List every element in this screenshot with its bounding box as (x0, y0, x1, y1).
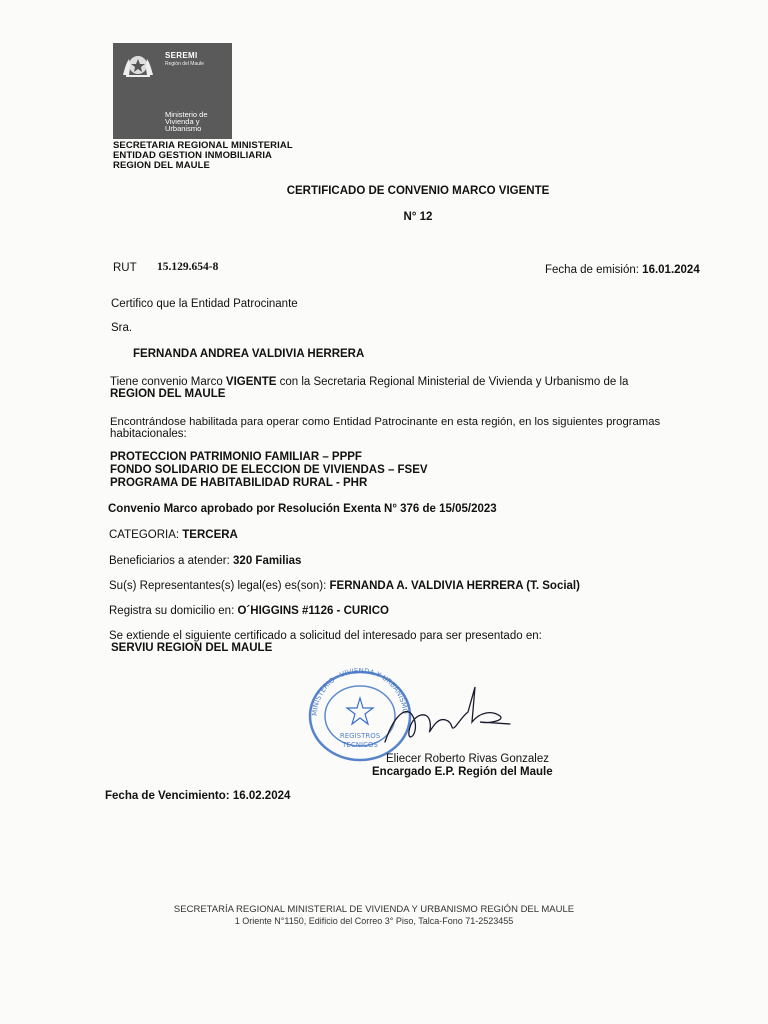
extiende-text: Se extiende el siguiente certificado a solicitud del interesado para ser presentado en: (109, 630, 542, 642)
program-item: PROTECCION PATRIMONIO FAMILIAR – PPPF (110, 451, 362, 463)
chile-crest-icon (120, 49, 156, 79)
emission-label: Fecha de emisión: (545, 264, 639, 276)
emission-line (545, 264, 700, 276)
representantes-line (109, 580, 580, 592)
beneficiarios-value: 320 Familias (233, 555, 302, 567)
beneficiarios-line (109, 555, 301, 567)
emission-date: 16.01.2024 (642, 264, 700, 276)
svg-text:MINISTERIO · VIVIENDA Y URBANI: MINISTERIO · VIVIENDA Y URBANISMO (310, 668, 410, 717)
signature-icon (380, 682, 520, 752)
serviu-text: SERVIU REGION DEL MAULE (111, 642, 273, 654)
certifico-text: Certifico que la Entidad Patrocinante (111, 298, 298, 310)
rut-value: 15.129.654-8 (157, 261, 219, 273)
vencimiento-line (105, 790, 290, 802)
convenio-pre: Tiene convenio Marco (110, 376, 226, 388)
convenio-line (110, 376, 628, 388)
logo-seremi-text: SEREMI (165, 51, 198, 60)
convenio-post: con la Secretaria Regional Ministerial de Vivienda y Urbanismo de la (276, 376, 629, 388)
vencimiento-value: 16.02.2024 (232, 790, 291, 802)
categoria-line (109, 529, 238, 541)
sra-text: Sra. (111, 322, 133, 334)
rut-label: RUT (113, 262, 137, 274)
document-title: CERTIFICADO DE CONVENIO MARCO VIGENTE (286, 185, 550, 197)
domicilio-value: O´HIGGINS #1126 - CURICO (237, 605, 389, 617)
seremi-logo (113, 43, 232, 139)
vencimiento-label: Fecha de Vencimiento: (105, 790, 233, 802)
resolution-text: Convenio Marco aprobado por Resolución Exenta N° 376 de 15/05/2023 (108, 503, 497, 515)
signer-role: Encargado E.P. Región del Maule (372, 766, 553, 778)
representantes-label: Su(s) Representantes(s) legal(es) es(son): (109, 580, 330, 592)
convenio-status: VIGENTE (225, 376, 277, 388)
categoria-value: TERCERA (182, 529, 238, 541)
program-item: PROGRAMA DE HABITABILIDAD RURAL - PHR (110, 477, 368, 489)
domicilio-label: Registra su domicilio en: (109, 605, 238, 617)
certificate-number: N° 12 (403, 211, 433, 223)
header-line-1: SECRETARIA REGIONAL MINISTERIAL (113, 140, 293, 151)
representantes-value: FERNANDA A. VALDIVIA HERRERA (T. Social) (329, 580, 580, 592)
header-line-3: REGION DEL MAULE (113, 160, 210, 171)
domicilio-line (109, 605, 389, 617)
svg-text:TECNICOS: TECNICOS (342, 741, 378, 749)
categoria-label: CATEGORIA: (109, 529, 183, 541)
habilitada-line-2: habitacionales: (110, 428, 187, 440)
logo-region-text: Región del Maule (165, 61, 204, 67)
beneficiarios-label: Beneficiarios a atender: (109, 555, 234, 567)
logo-ministry-text: Ministerio de Vivienda y Urbanismo (165, 110, 208, 133)
svg-text:REGISTROS: REGISTROS (339, 732, 381, 740)
footer-line-2: 1 Oriente N°1150, Edificio del Correo 3° Piso, Talca-Fono 71-2523455 (234, 916, 514, 926)
signer-name: Eliecer Roberto Rivas Gonzalez (386, 753, 549, 765)
program-item: FONDO SOLIDARIO DE ELECCION DE VIVIENDAS – FSEV (110, 464, 428, 476)
patrocinante-name: FERNANDA ANDREA VALDIVIA HERRERA (133, 348, 365, 360)
footer-line-1: SECRETARÍA REGIONAL MINISTERIAL DE VIVIENDA Y URBANISMO REGIÓN DEL MAULE (173, 904, 575, 915)
header-line-2: ENTIDAD GESTION INMOBILIARIA (113, 150, 273, 161)
habilitada-line-1: Encontrándose habilitada para operar como Entidad Patrocinante en esta región, en los siguientes programas (110, 416, 661, 428)
convenio-region: REGION DEL MAULE (110, 388, 226, 400)
